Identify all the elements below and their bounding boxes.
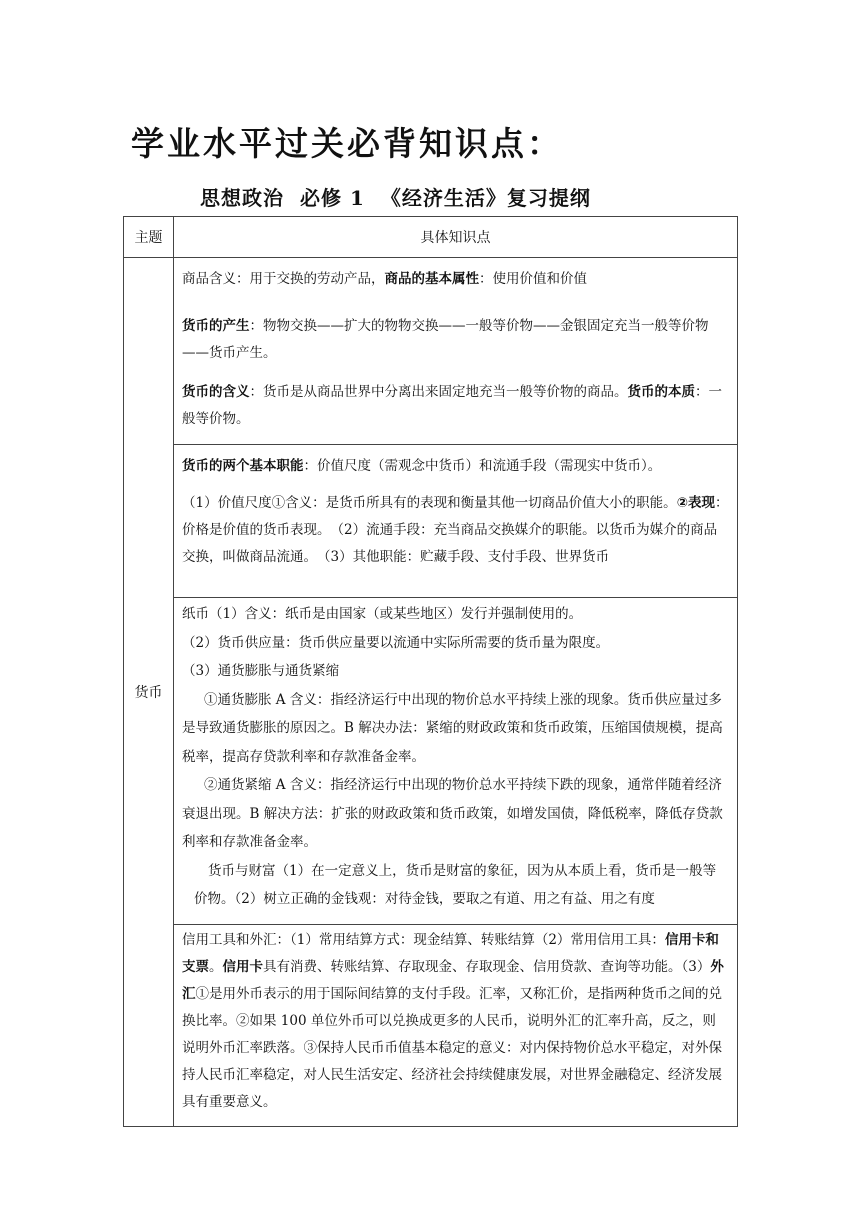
paragraph: （3）通货膨胀与通货紧缩 <box>182 663 340 679</box>
table-row <box>124 924 738 1126</box>
paragraph: （1）价值尺度①含义：是货币所具有的表现和衡量其他一切商品价值大小的职能。②表现：价格是价值的货币表现。 （2）流通手段：充当商品交换媒介的职能。以货币为媒介的商品交换，叫做商品流通。 （3）其他职能：贮藏手段、支付手段、世界货币 <box>182 495 729 565</box>
paragraph: 纸币（1）含义：纸币是由国家（或某些地区）发行并强制使用的。 <box>182 606 583 622</box>
section-credit-exchange <box>174 924 738 1126</box>
paragraph: ①通货膨胀 A 含义：指经济运行中出现的物价总水平持续上涨的现象。货币供应量过多是导致通货膨胀的原因之。B 解决办法：紧缩的财政政策和货币政策，压缩国债规模，提高税率，提高存贷款利率和存款准备金率。 <box>182 691 723 765</box>
page-title: 学业水平过关必背知识点： <box>131 124 563 163</box>
header-content: 具体知识点 <box>174 217 738 258</box>
table-row <box>124 598 738 925</box>
paragraph: ②通货紧缩 A 含义：指经济运行中出现的物价总水平持续下跌的现象，通常伴随着经济衰退出现。B 解决方法：扩张的财政政策和货币政策，如增发国债，降低税率，降低存贷款利率和存款准备金率。 <box>182 777 723 850</box>
table-row <box>124 445 738 598</box>
section-money-functions <box>174 445 738 598</box>
paragraph: 货币与财富（1）在一定意义上，货币是财富的象征，因为从本质上看，货币是一般等价物。（2）树立正确的金钱观：对待金钱，要取之有道、用之有益、用之有度 <box>194 862 717 907</box>
page-subtitle <box>200 182 607 211</box>
paragraph: 货币的两个基本职能：价值尺度（需观念中货币）和流通手段（需现实中货币）。 <box>182 458 662 474</box>
subtitle-volume: 必修 1 <box>300 186 365 210</box>
table-row <box>124 258 738 445</box>
paragraph: 货币的含义：货币是从商品世界中分离出来固定地充当一般等价物的商品。货币的本质：一般等价物。 <box>182 384 722 427</box>
paragraph: 货币的产生：物物交换——扩大的物物交换——一般等价物——金银固定充当一般等价物——货币产生。 <box>182 318 709 361</box>
paragraph: 信用工具和外汇：（1）常用结算方式：现金结算、转账结算（2）常用信用工具：信用卡和支票。信用卡具有消费、转账结算、存取现金、存取现金、信用贷款、查询等功能。（3）外汇①是用外币表示的用于国际间结算的支付手段。汇率，又称汇价，是指两种货币之间的兑换比率。②如果 100 单位外币可以兑换成更多的人民币，说明外汇的汇率升高，反之，则说明外币汇率跌落。③保持人民币币值基本稳定的意义：对内保持物价总水平稳定，对外保持人民币汇率稳定，对人民生活安定、经济社会持续健康发展，对世界金融稳定、经济发展具有重要意义。 <box>182 931 724 1110</box>
paragraph: （2）货币供应量：货币供应量要以流通中实际所需要的货币量为限度。 <box>182 634 610 651</box>
subtitle-book: 《经济生活》复习提纲 <box>380 186 591 210</box>
table-header-row <box>124 217 738 258</box>
section-commodity-money <box>174 258 738 445</box>
header-topic: 主题 <box>124 217 174 258</box>
topic-cell: 货币 <box>124 258 174 1127</box>
paragraph: 商品含义：用于交换的劳动产品，商品的基本属性：使用价值和价值 <box>182 271 587 287</box>
outline-table <box>123 216 738 1127</box>
section-paper-money <box>174 598 738 925</box>
subtitle-subject: 思想政治 <box>200 186 284 210</box>
